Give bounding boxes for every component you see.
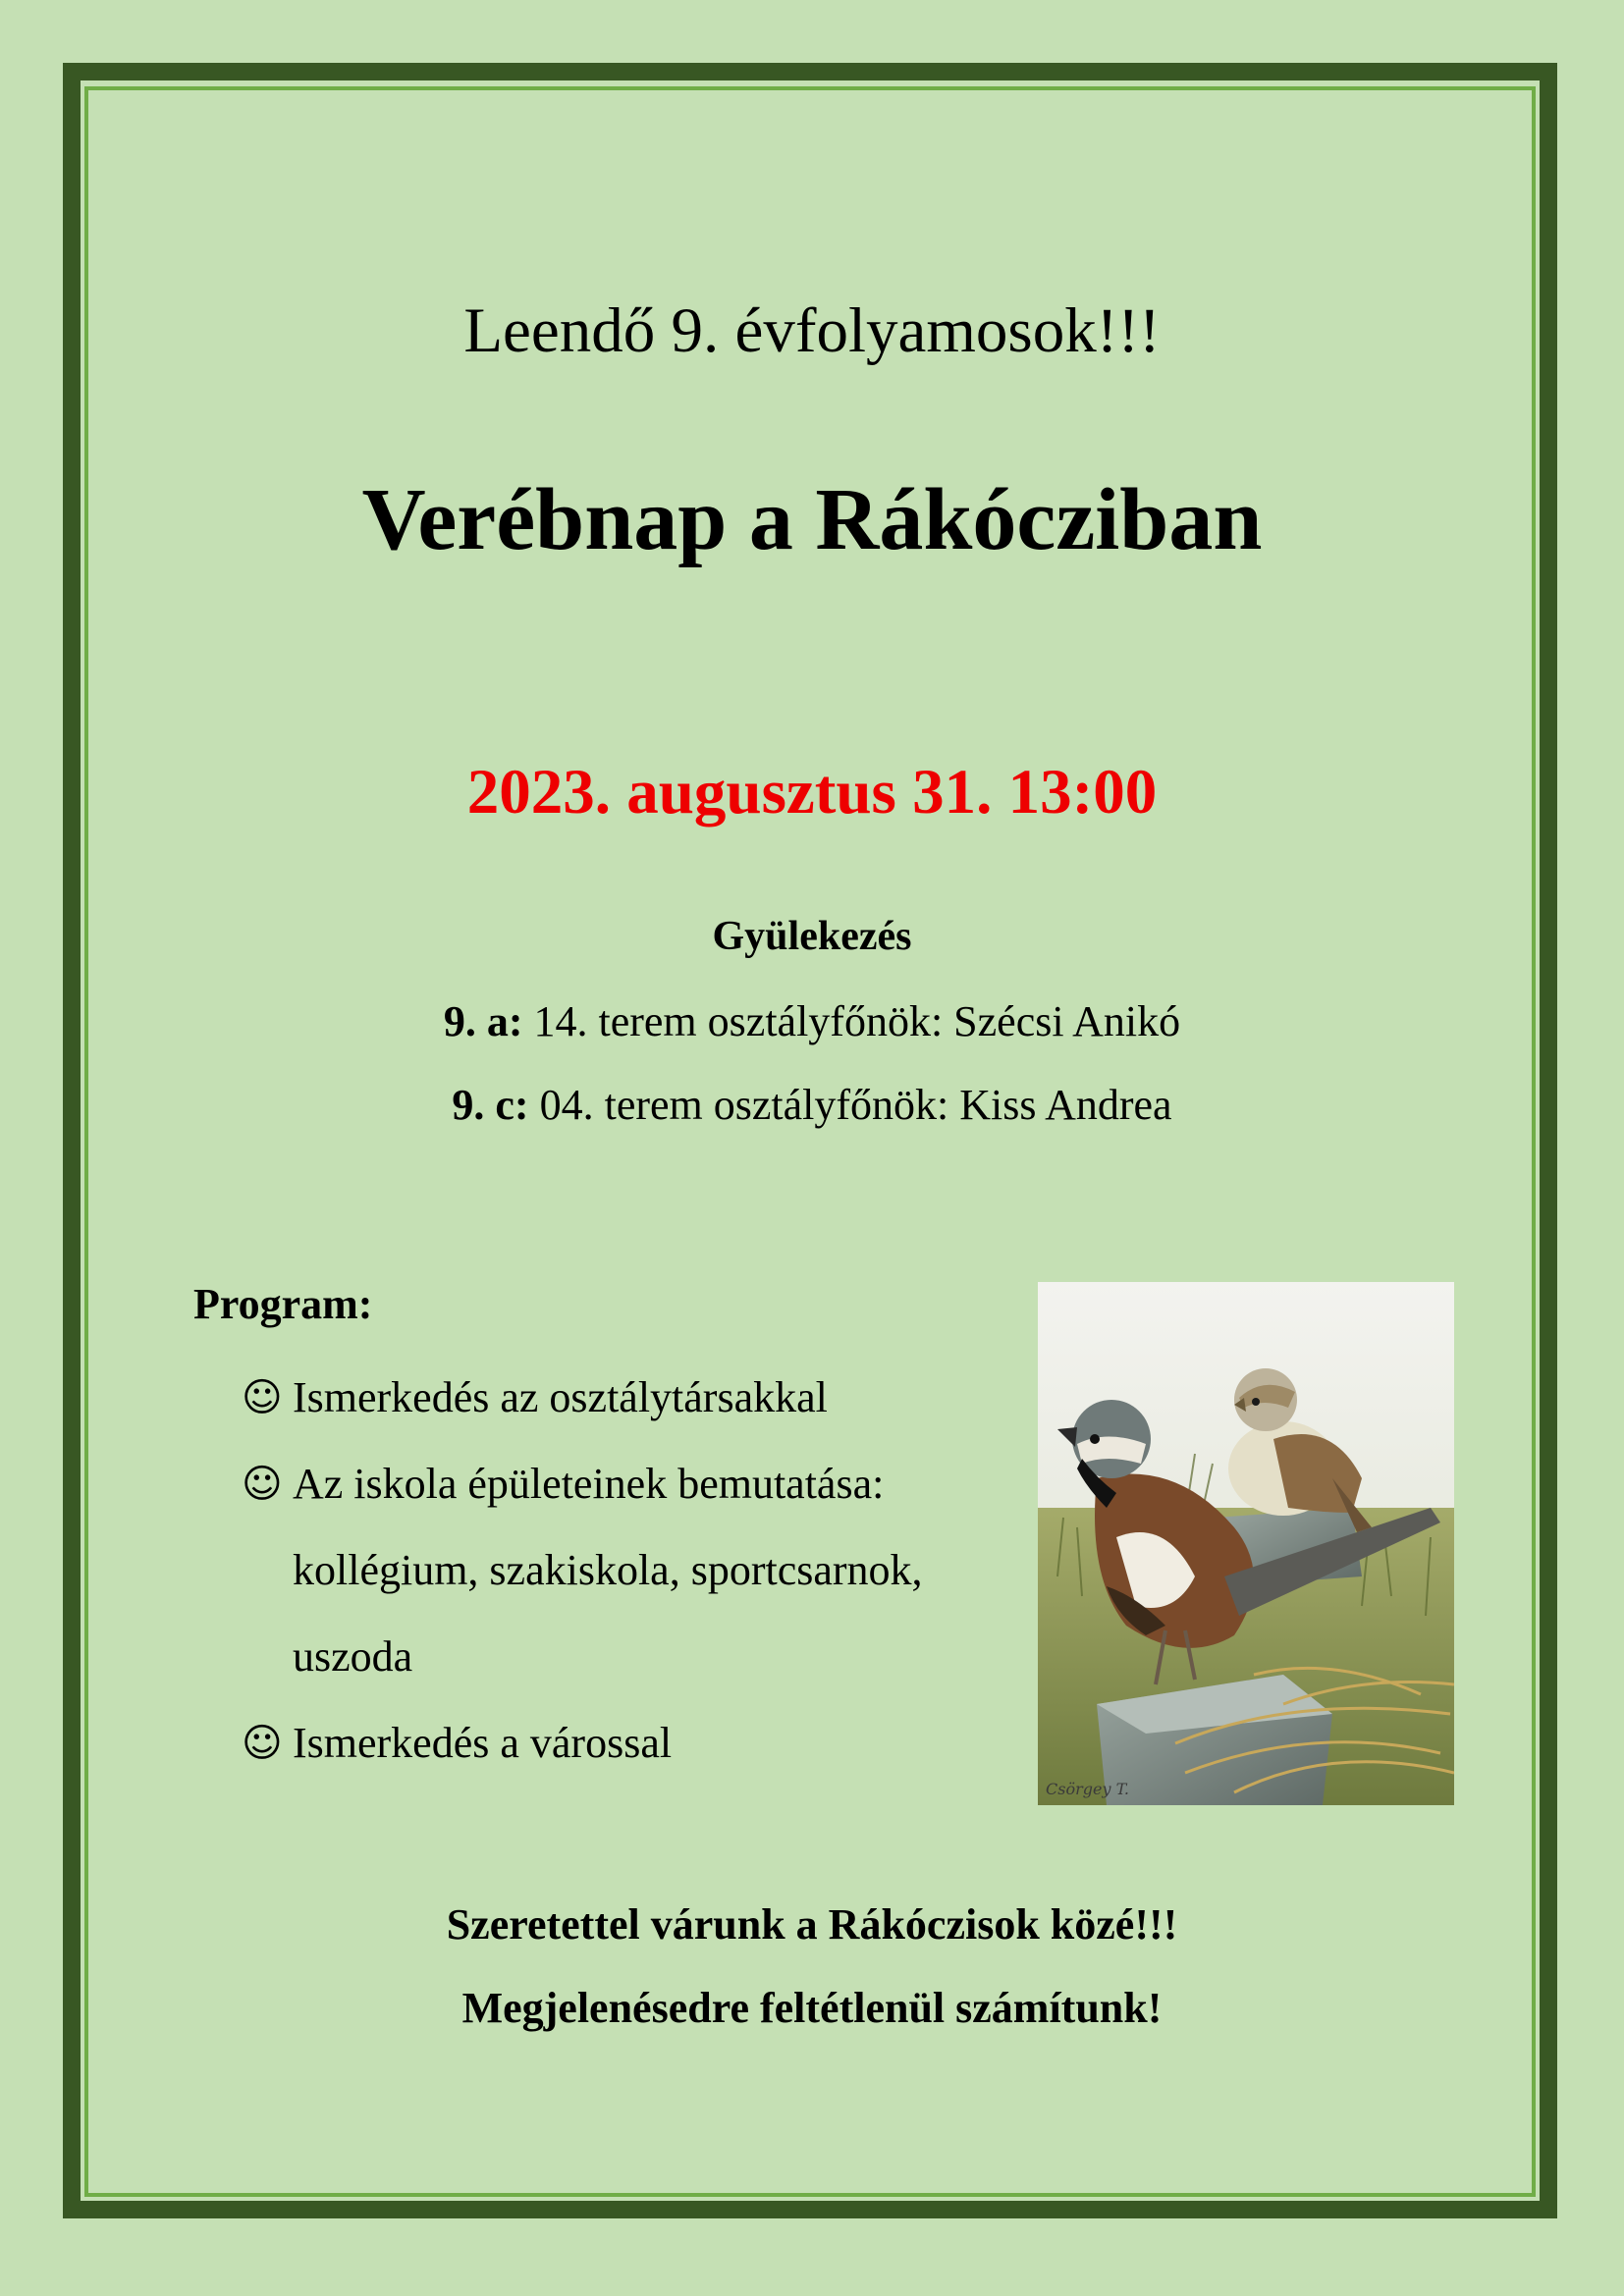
smiley-icon: ☺ (242, 1375, 283, 1420)
class-9a-line (0, 996, 1624, 1046)
program-item (242, 1355, 923, 1441)
program-item-text: Az iskola épületeinek bemutatása: (293, 1460, 885, 1508)
program-heading: Program: (193, 1280, 373, 1328)
svg-text:Csörgey T.: Csörgey T. (1046, 1780, 1129, 1798)
program-item-text: kollégium, szakiskola, sportcsarnok, (293, 1546, 923, 1594)
class-9c-label: 9. c: (452, 1081, 529, 1129)
closing-line-2: Megjelenésedre feltétlenül számítunk! (461, 1984, 1163, 2032)
smiley-icon: ☺ (242, 1462, 283, 1507)
gathering-heading: Gyülekezés (712, 914, 912, 959)
program-item (242, 1700, 923, 1787)
class-9c-text: 04. terem osztályfőnök: Kiss Andrea (539, 1081, 1172, 1129)
smiley-icon: ☺ (242, 1721, 283, 1766)
poster-title: Verébnap a Rákócziban (361, 471, 1263, 568)
program-item-text: Ismerkedés az osztálytársakkal (293, 1373, 828, 1421)
program-item-text: uszoda (293, 1632, 413, 1681)
class-9c-line (0, 1080, 1624, 1130)
class-9a-text: 14. terem osztályfőnök: Szécsi Anikó (533, 997, 1181, 1045)
program-item-text: Ismerkedés a várossal (293, 1719, 673, 1767)
event-date: 2023. augusztus 31. 13:00 (466, 757, 1158, 828)
intro-heading: Leendő 9. évfolyamosok!!! (463, 295, 1161, 366)
sparrow-illustration (1038, 1282, 1454, 1805)
poster-border-inner (84, 86, 1536, 2197)
program-list (242, 1355, 923, 1787)
closing-line-1: Szeretettel várunk a Rákóczisok közé!!! (446, 1900, 1178, 1949)
program-item (242, 1441, 923, 1700)
class-9a-label: 9. a: (443, 997, 523, 1045)
